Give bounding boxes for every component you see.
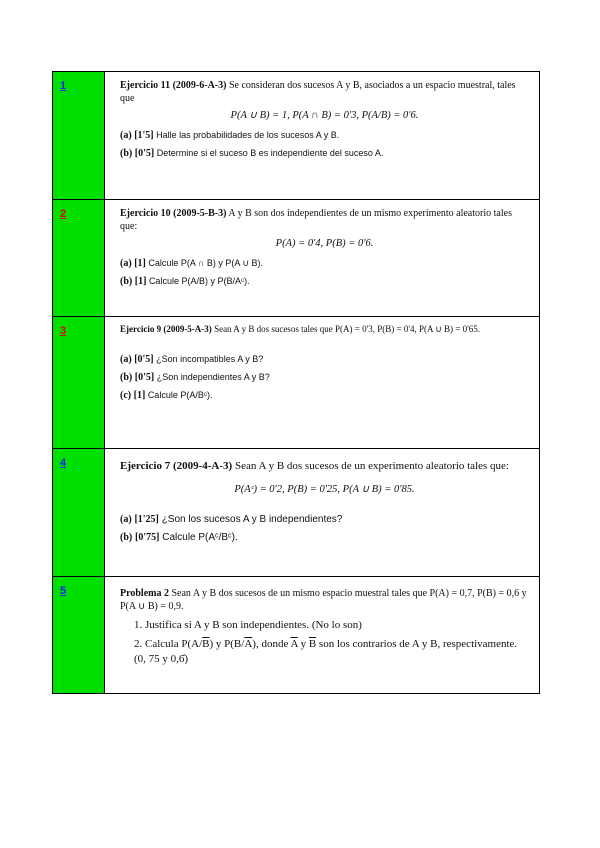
exercise-equation: P(A) = 0'4, P(B) = 0'6. — [275, 238, 374, 249]
exercise-intro: Sean A y B dos sucesos tales que P(A) = 0'3, P(B) = 0'4, P(A ∪ B) = 0'65. — [214, 324, 480, 334]
problem-list — [134, 618, 529, 666]
row-number-cell — [53, 72, 105, 200]
exercise-cell — [105, 449, 540, 577]
exercise-intro: Se consideran dos sucesos A y B, asociados a un espacio muestral, tales que — [120, 80, 516, 104]
row-number-cell — [53, 449, 105, 577]
exercise-cell — [105, 577, 540, 694]
exercise-item: (a) [1'5] Halle las probabilidades de los sucesos A y B. — [120, 129, 340, 141]
list-item: 1. Justifica si A y B son independientes. (No lo son) — [134, 619, 362, 631]
exercise-title: Problema 2 — [120, 588, 169, 599]
row-number-link[interactable]: 4 — [60, 457, 67, 469]
exercise-item: (b) [0'5] Determine si el suceso B es independiente del suceso A. — [120, 147, 384, 159]
exercise-equation: P(A ∪ B) = 1, P(A ∩ B) = 0'3, P(A/B) = 0'6. — [230, 110, 419, 121]
exercise-intro: Sean A y B dos sucesos de un mismo espacio muestral tales que P(A) = 0,7, P(B) = 0,6 y P(A ∪ B) = 0,9. — [120, 588, 527, 612]
exercise-intro: Sean A y B dos sucesos de un experimento aleatorio tales que: — [234, 460, 509, 472]
row-number-link[interactable]: 3 — [60, 325, 67, 337]
exercise-cell — [105, 200, 540, 317]
exercise-item: (a) [1'25] ¿Son los sucesos A y B independientes? — [120, 513, 343, 525]
exercise-row-3 — [53, 317, 540, 449]
row-number-link[interactable]: 2 — [60, 208, 67, 220]
exercise-item: (a) [0'5] ¿Son incompatibles A y B? — [120, 353, 264, 365]
row-number-cell — [53, 200, 105, 317]
row-number-cell — [53, 317, 105, 449]
list-item: 2. Calcula $P(A/\overline{B})$ y $P(B/\overline{A})$, donde $\overline{A}$ y $\overline{B}$ son los contrarios de A y B, respectivamente. (0, 75 y 0,6̂) — [134, 638, 518, 665]
exercise-row-4 — [53, 449, 540, 577]
exercise-item: (c) [1] Calcule P(A/Bᶜ). — [120, 389, 213, 401]
exercise-item: (b) [1] Calcule P(A/B) y P(B/Aᶜ). — [120, 275, 250, 287]
exercise-item: (a) [1] Calcule P(A ∩ B) y P(A ∪ B). — [120, 257, 263, 269]
row-number-cell — [53, 577, 105, 694]
exercise-equation: P(Aᶜ) = 0'2, P(B) = 0'25, P(A ∪ B) = 0'85. — [234, 484, 415, 496]
exercise-row-2 — [53, 200, 540, 317]
exercise-row-1 — [53, 72, 540, 200]
exercise-item: (b) [0'75] Calcule P(Aᶜ/Bᶜ). — [120, 531, 238, 543]
exercise-title: Ejercicio 9 (2009-5-A-3) — [120, 324, 212, 334]
exercise-cell — [105, 72, 540, 200]
row-number-link[interactable]: 1 — [60, 80, 67, 92]
exercise-title: Ejercicio 10 (2009-5-B-3) — [120, 208, 227, 219]
exercise-item: (b) [0'5] ¿Son independientes A y B? — [120, 371, 270, 383]
exercise-title: Ejercicio 11 (2009-6-A-3) — [120, 80, 227, 91]
exercise-intro: A y B son dos independientes de un mismo experimento aleatorio tales que: — [120, 208, 512, 232]
exercise-row-5 — [53, 577, 540, 694]
exercise-title: Ejercicio 7 (2009-4-A-3) — [120, 460, 233, 472]
exercise-table — [52, 71, 540, 694]
exercise-cell — [105, 317, 540, 449]
row-number-link[interactable]: 5 — [60, 585, 67, 597]
